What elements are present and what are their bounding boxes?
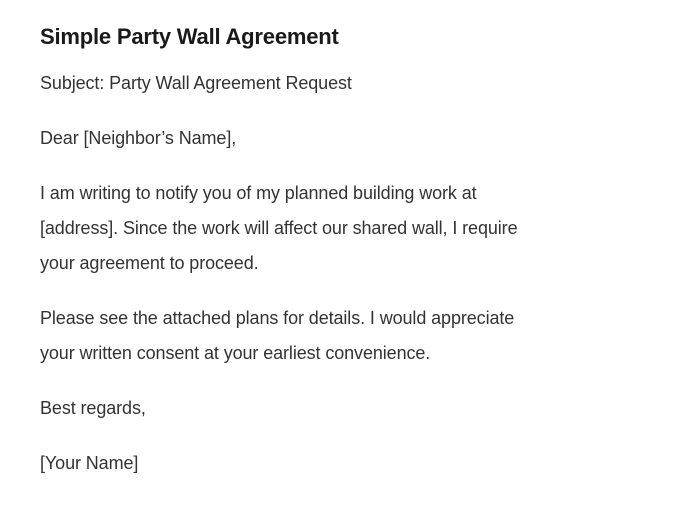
paragraph-1-line-2: [address]. Since the work will affect our shared wall, I require xyxy=(40,218,518,238)
signature-placeholder: [Your Name] xyxy=(40,453,139,473)
paragraph-1-line-1: I am writing to notify you of my planned building work at xyxy=(40,183,477,203)
paragraph-2-line-2: your written consent at your earliest convenience. xyxy=(40,343,431,363)
closing-line: Best regards, xyxy=(40,398,146,418)
paragraph-2-line-1: Please see the attached plans for details. I would appreciate xyxy=(40,308,515,328)
body-paragraph-1 xyxy=(40,176,645,281)
paragraph-1-line-3: your agreement to proceed. xyxy=(40,253,259,273)
salutation-line: Dear [Neighbor’s Name], xyxy=(40,128,237,148)
body-paragraph-2 xyxy=(40,301,645,371)
document-title: Simple Party Wall Agreement xyxy=(40,24,339,49)
subject-line: Subject: Party Wall Agreement Request xyxy=(40,73,352,93)
